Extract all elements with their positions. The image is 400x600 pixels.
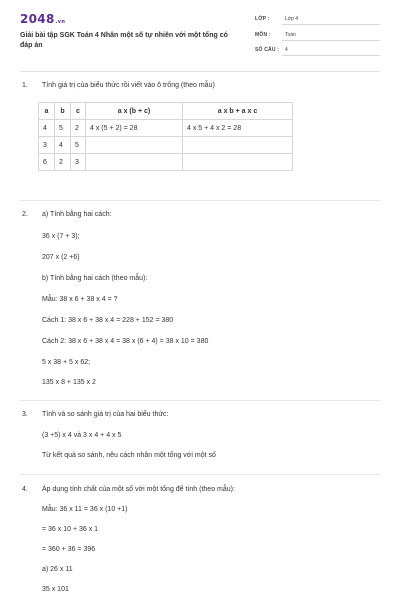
table-cell-empty	[183, 137, 293, 154]
meta-subject	[255, 30, 380, 44]
question-separator	[20, 474, 380, 475]
question-line: Mẫu: 38 x 6 + 38 x 4 = ?	[42, 296, 118, 303]
table-cell: 3	[39, 137, 55, 154]
document-title: Giải bài tập SGK Toán 4 Nhân một số tự nhiên với một tổng có đáp án	[20, 32, 228, 49]
meta-underline	[282, 24, 380, 25]
question-number: 4.	[22, 486, 28, 493]
question-line: b) Tính bằng hai cách (theo mẫu):	[42, 275, 148, 282]
question-separator	[20, 200, 380, 201]
question-number: 3.	[22, 411, 28, 418]
site-logo[interactable]	[20, 12, 65, 26]
meta-underline	[282, 55, 380, 56]
table-cell: 2	[55, 154, 71, 171]
question-line: 5 x 38 + 5 x 62;	[42, 359, 91, 366]
question-line: Mẫu: 36 x 11 = 36 x (10 +1)	[42, 506, 128, 513]
table-cell: 4 x 5 + 4 x 2 = 28	[183, 120, 293, 137]
table-row	[39, 137, 293, 154]
table-cell: 3	[71, 154, 86, 171]
table-header-cell: a x b + a x c	[183, 103, 293, 120]
table-cell-empty	[183, 154, 293, 171]
table-cell: 4 x (5 + 2) = 28	[86, 120, 183, 137]
question-line: (3 +5) x 4 và 3 x 4 + 4 x 5	[42, 432, 122, 439]
question-number: 1.	[22, 82, 28, 89]
meta-value: Toán	[285, 32, 296, 38]
meta-question-count	[255, 45, 380, 59]
table-cell: 5	[71, 137, 86, 154]
question-line: a) Tính bằng hai cách:	[42, 211, 112, 218]
table-cell-empty	[86, 154, 183, 171]
meta-underline	[282, 40, 380, 41]
question-line: Áp dụng tính chất của một số với một tổng để tính (theo mẫu):	[42, 486, 235, 493]
meta-value: 4	[285, 47, 288, 53]
meta-label: SỐ CÂU :	[255, 47, 280, 53]
question-line: Cách 2: 38 x 6 + 38 x 4 = 38 x (6 + 4) = 38 x 10 = 380	[42, 338, 209, 345]
question-line: 35 x 101	[42, 586, 69, 593]
question-line: 36 x (7 + 3);	[42, 233, 80, 240]
question-separator	[20, 400, 380, 401]
meta-grade	[255, 14, 380, 28]
question-line: 207 x (2 +6)	[42, 254, 80, 261]
table-header-row	[39, 103, 293, 120]
table-cell: 4	[55, 137, 71, 154]
table-row	[39, 154, 293, 171]
question-text: Tính giá trị của biểu thức rồi viết vào ô trống (theo mẫu)	[42, 82, 215, 89]
expression-table	[38, 102, 293, 171]
meta-label: MÔN :	[255, 32, 271, 38]
header-divider	[20, 71, 380, 72]
question-line: Cách 1: 38 x 6 + 38 x 4 = 228 + 152 = 380	[42, 317, 174, 324]
logo-text: 2048	[20, 12, 55, 26]
document-header	[0, 0, 400, 70]
question-number: 2.	[22, 211, 28, 218]
question-line: = 360 + 36 = 396	[42, 546, 96, 553]
table-cell: 2	[71, 120, 86, 137]
meta-label: LỚP :	[255, 16, 270, 22]
meta-value: Lớp 4	[285, 16, 299, 22]
table-header-cell: b	[55, 103, 71, 120]
table-row	[39, 120, 293, 137]
question-line: 135 x 8 + 135 x 2	[42, 379, 96, 386]
table-cell: 4	[39, 120, 55, 137]
logo-suffix: .vn	[55, 19, 66, 25]
question-line: Từ kết quả so sánh, nêu cách nhân một tổng với một số	[42, 452, 216, 459]
table-cell-empty	[86, 137, 183, 154]
table-header-cell: a x (b + c)	[86, 103, 183, 120]
question-line: = 36 x 10 + 36 x 1	[42, 526, 99, 533]
question-line: a) 26 x 11	[42, 566, 73, 573]
table-cell: 6	[39, 154, 55, 171]
question-line: Tính và so sánh giá trị của hai biểu thức:	[42, 411, 169, 418]
table-header-cell: c	[71, 103, 86, 120]
table-cell: 5	[55, 120, 71, 137]
table-header-cell: a	[39, 103, 55, 120]
